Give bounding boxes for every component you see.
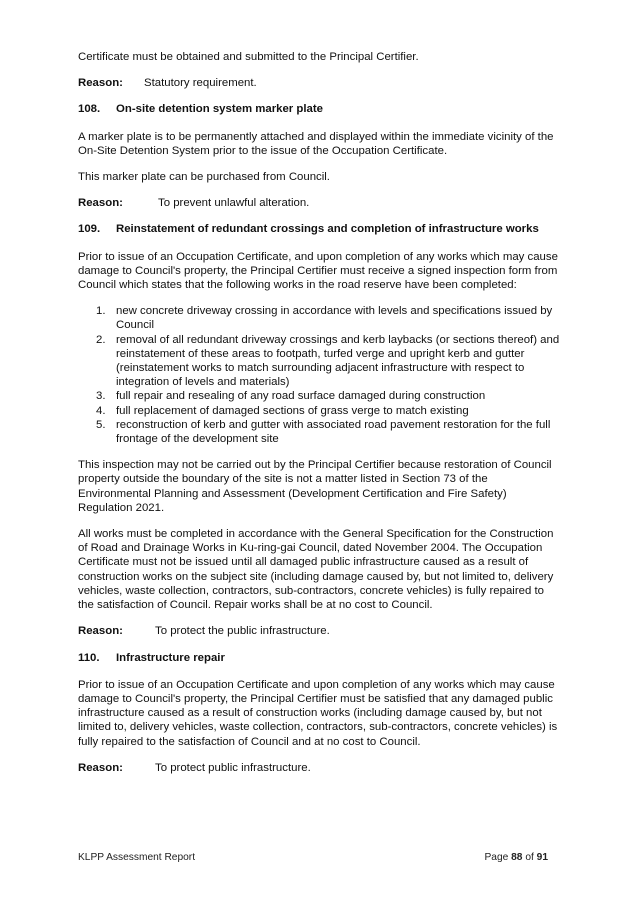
condition-title: On-site detention system marker plate xyxy=(116,103,323,116)
reason-text: Statutory requirement. xyxy=(144,77,257,90)
paragraph: This inspection may not be carried out by the Principal Certifier because restoration of Council property outside the boundary of the site is not a matter listed in Section 73 of the Environmental Planning and Assessment (Development Certification and Fire Safety) Regulation 2021. xyxy=(78,459,552,514)
page-number: Page 88 of 91 xyxy=(484,852,548,863)
page-footer xyxy=(78,851,548,865)
paragraph: Prior to issue of an Occupation Certificate, and upon completion of any works which may cause damage to Council's property, the Principal Certifier must receive a signed inspection form from Council which states that the following works in the road reserve have been completed: xyxy=(78,250,558,292)
condition-heading-108 xyxy=(78,102,560,116)
condition-heading-110 xyxy=(78,651,560,665)
works-list xyxy=(78,304,560,446)
condition-number: 108. xyxy=(78,103,101,116)
list-item: 4. full replacement of damaged sections of grass verge to match existing xyxy=(96,404,469,417)
reason-label: Reason: xyxy=(78,625,123,638)
paragraph: All works must be completed in accordance with the General Specification for the Construction of Road and Drainage Works in Ku-ring-gai Council, dated November 2004. The Occupation Certificate must not be issued until all damaged public infrastructure caused as a result of construction works on the subject site (including damage caused by, but not limited to, delivery vehicles, waste collection, contractors, sub-contractors, concrete vehicles) is fully repaired to the satisfaction of Council. Repair works shall be at no cost to Council. xyxy=(78,528,554,612)
current-page: 88 xyxy=(511,852,523,863)
reason-label: Reason: xyxy=(78,761,123,774)
reason-line xyxy=(78,624,560,638)
document-body xyxy=(78,50,560,787)
total-pages: 91 xyxy=(536,852,548,863)
condition-heading-109 xyxy=(78,222,560,236)
reason-label: Reason: xyxy=(78,77,123,90)
reason-text: To prevent unlawful alteration. xyxy=(158,197,310,210)
footer-report-title: KLPP Assessment Report xyxy=(78,852,196,863)
condition-number: 109. xyxy=(78,223,101,236)
reason-line xyxy=(78,76,560,90)
paragraph: Prior to issue of an Occupation Certificate and upon completion of any works which may cause damage to Council's property, the Principal Certifier must be satisfied that any damaged public infrastructure caused as a result of construction works (including damage caused by, but not limited to, delivery vehicles, waste collection, contractors, sub-contractors, concrete vehicles) is fully repaired to the satisfaction of Council and at no cost to Council. xyxy=(78,678,558,748)
condition-number: 110. xyxy=(78,651,100,664)
reason-line xyxy=(78,761,560,775)
paragraph: A marker plate is to be permanently attached and displayed within the immediate vicinity of the On-Site Detention System prior to the issue of the Occupation Certificate. xyxy=(78,130,554,157)
list-item: 2. removal of all redundant driveway crossings and kerb laybacks (or sections thereof) and reinstatement of these areas to footpath, turfed verge and upright kerb and gutter (reinstatement works to match surrounding adjacent infrastructure with respect to integration of levels and materials) xyxy=(96,333,560,389)
reason-text: To protect the public infrastructure. xyxy=(155,625,330,638)
condition-title: Infrastructure repair xyxy=(116,651,225,664)
list-item: 5. reconstruction of kerb and gutter with associated road pavement restoration for the full frontage of the development site xyxy=(96,418,551,446)
condition-title: Reinstatement of redundant crossings and completion of infrastructure works xyxy=(116,223,539,236)
list-item: 3. full repair and resealing of any road surface damaged during construction xyxy=(96,390,486,403)
paragraph: Certificate must be obtained and submitted to the Principal Certifier. xyxy=(78,51,419,63)
paragraph: This marker plate can be purchased from Council. xyxy=(78,171,330,184)
reason-line xyxy=(78,196,560,210)
reason-text: To protect public infrastructure. xyxy=(155,761,311,774)
list-item: 1. new concrete driveway crossing in accordance with levels and specifications issued by Council xyxy=(96,305,553,332)
reason-label: Reason: xyxy=(78,197,123,210)
